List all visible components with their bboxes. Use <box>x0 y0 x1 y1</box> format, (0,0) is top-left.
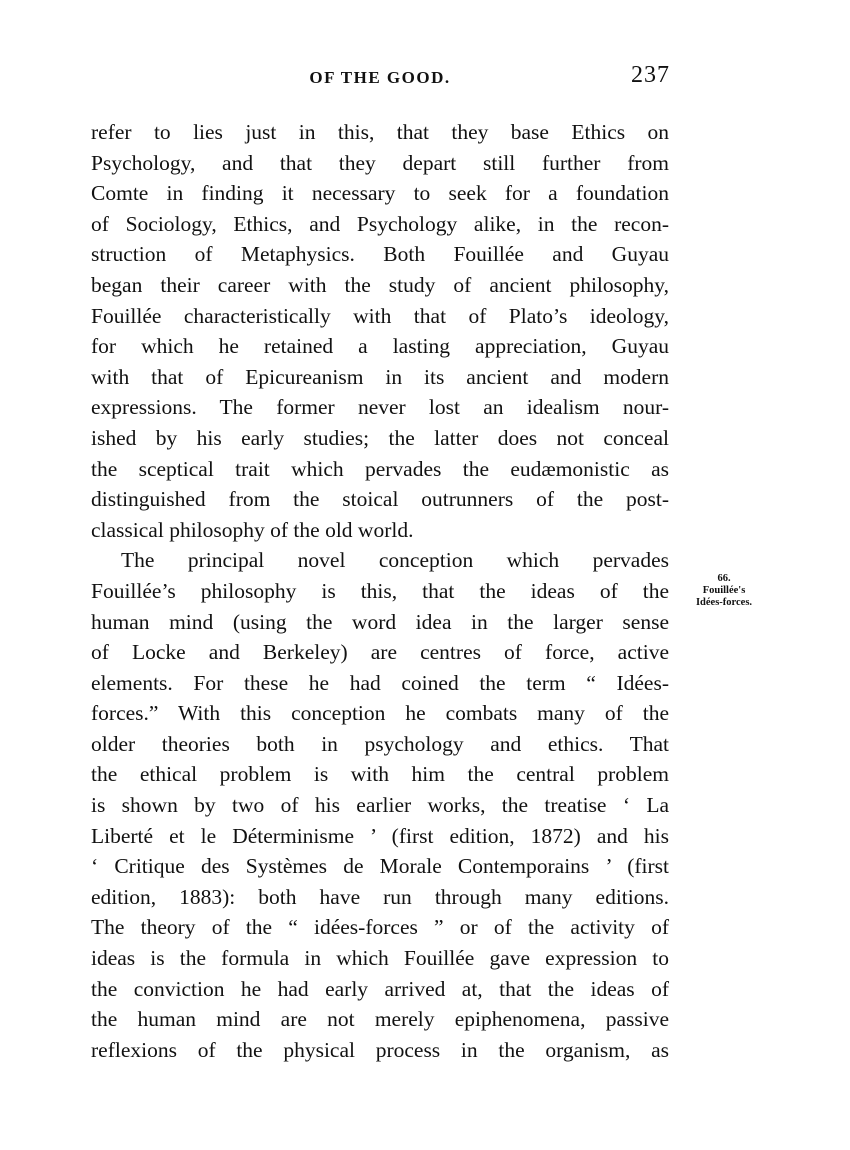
margin-note-line: Idées-forces. <box>695 597 753 608</box>
body-text <box>91 117 669 1065</box>
text-line: forces.” With this conception he combats many of the <box>91 701 669 726</box>
text-line: older theories both in psychology and ethics. That <box>91 731 669 756</box>
text-line: the human mind are not merely epiphenomena, passive <box>91 1007 669 1032</box>
paragraph-first-line: The principal novel conception which pervades <box>121 548 669 573</box>
text-line: struction of Metaphysics. Both Fouillée and Guyau <box>91 242 669 267</box>
text-line: began their career with the study of ancient philosophy, <box>91 272 669 297</box>
text-line: ished by his early studies; the latter does not conceal <box>91 425 669 450</box>
margin-note-number: 66. <box>717 573 731 584</box>
text-line: ‘ Critique des Systèmes de Morale Contemporains ’ (first <box>91 854 669 879</box>
text-line: expressions. The former never lost an idealism nour- <box>91 395 669 420</box>
text-line: the ethical problem is with him the central problem <box>91 762 669 787</box>
text-line: Liberté et le Déterminisme ’ (first edition, 1872) and his <box>91 823 669 848</box>
text-line: The theory of the “ idées-forces ” or of the activity of <box>91 915 669 940</box>
text-line: the conviction he had early arrived at, that the ideas of <box>91 976 669 1001</box>
text-line: reflexions of the physical process in the organism, as <box>91 1037 669 1062</box>
text-line: of Locke and Berkeley) are centres of force, active <box>91 640 669 665</box>
text-line: is shown by two of his earlier works, the treatise ‘ La <box>91 793 669 818</box>
text-line: Fouillée’s philosophy is this, that the ideas of the <box>91 578 669 603</box>
page-number: 237 <box>631 62 670 88</box>
text-line: Comte in finding it necessary to seek for a foundation <box>91 181 669 206</box>
running-head <box>90 62 670 92</box>
text-line: with that of Epicureanism in its ancient and modern <box>91 364 669 389</box>
margin-note <box>674 573 774 609</box>
text-line: edition, 1883): both have run through many editions. <box>91 884 669 909</box>
text-line: of Sociology, Ethics, and Psychology alike, in the recon- <box>91 211 669 236</box>
text-line: ideas is the formula in which Fouillée gave expression to <box>91 946 669 971</box>
text-line: human mind (using the word idea in the larger sense <box>91 609 669 634</box>
text-line: elements. For these he had coined the term “ Idées- <box>91 670 669 695</box>
margin-note-line: Fouillée's <box>702 585 746 596</box>
text-line: for which he retained a lasting appreciation, Guyau <box>91 334 669 359</box>
text-line: Fouillée characteristically with that of Plato’s ideology, <box>91 303 669 328</box>
text-line: refer to lies just in this, that they base Ethics on <box>91 120 669 144</box>
text-line: the sceptical trait which pervades the eudæmonistic as <box>91 456 669 481</box>
text-line: distinguished from the stoical outrunners of the post- <box>91 487 669 512</box>
text-line: Psychology, and that they depart still further from <box>91 150 669 175</box>
text-line: classical philosophy of the old world. <box>91 517 414 542</box>
running-title: OF THE GOOD. <box>309 68 451 87</box>
